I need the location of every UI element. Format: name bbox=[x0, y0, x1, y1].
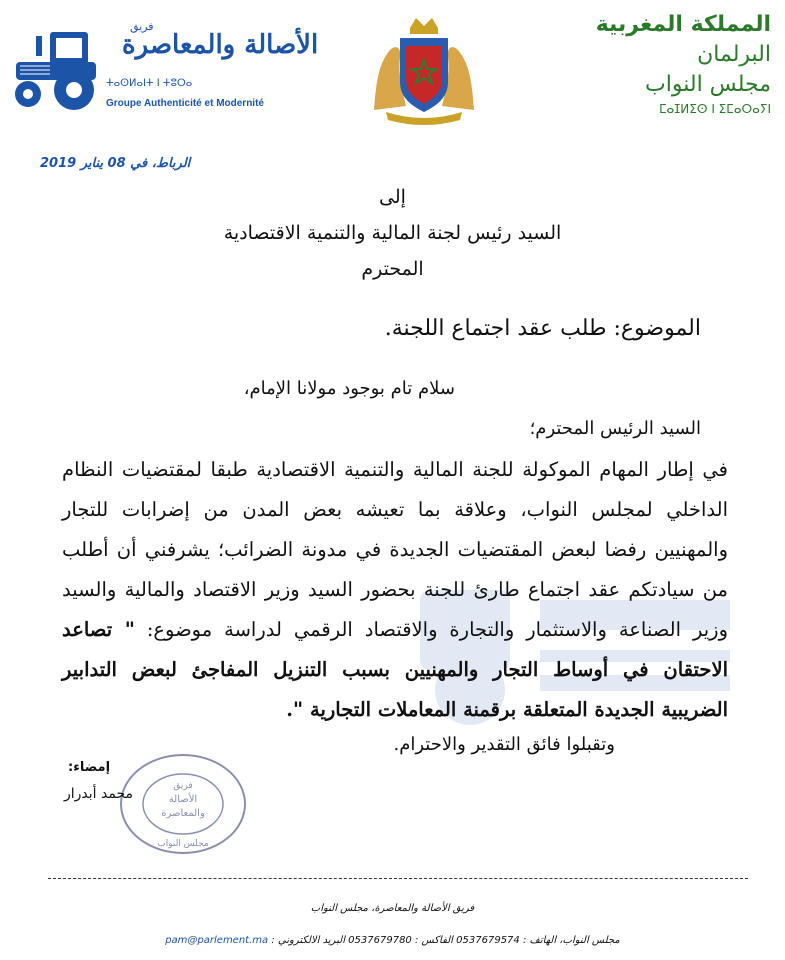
footer-org: فريق الأصالة والمعاصرة، مجلس النواب bbox=[310, 903, 475, 914]
stamp-line-4: مجلس النواب bbox=[157, 839, 209, 849]
letter-closing: وتقبلوا فائق التقدير والاحترام. bbox=[393, 734, 615, 755]
letter-body-text: في إطار المهام الموكولة للجنة المالية والتنمية الاقتصادية طبقا لمقتضيات النظام الداخلي لمجلس النواب، وعلاقة بما تعيشه بعض المدن من إضرابات للتجار والمهنيين رفضا لبعض المقتضيات الجديدة في مدونة الضرائب؛ يشرفني أن أطلب من سيادتكم عقد اجتماع طارئ للجنة بحضور السيد وزير الاقتصاد والمالية والسيد وزير الصناعة والاستثمار والتجارة والاقتصاد الرقمي لدراسة موضوع: bbox=[62, 458, 728, 641]
party-name-arabic: الأصالة والمعاصرة bbox=[122, 30, 319, 60]
footer-contact bbox=[0, 935, 785, 946]
party-team-label: فريق bbox=[130, 20, 154, 33]
kingdom-name: المملكة المغربية bbox=[595, 12, 771, 37]
letter-to: إلى bbox=[379, 186, 406, 208]
party-logo bbox=[10, 16, 319, 126]
letter-date: الرباط، في 08 يناير 2019 bbox=[40, 156, 191, 171]
letter-body-topic: " تصاعد الاحتقان في أوساط التجار والمهنيين بسبب التنزيل المفاجئ لبعض التدابير الضريبية الجديدة المتعلقة برقمنة المعاملات التجارية ". bbox=[62, 618, 728, 721]
party-name-french: Groupe Authenticité et Modernité bbox=[106, 98, 264, 109]
footer-contact-text: مجلس النواب، الهاتف : 0537679574 الفاكس : 0537679780 البريد الالكتروني : bbox=[271, 935, 620, 946]
tractor-icon bbox=[10, 24, 105, 114]
signature-label: إمضاء: bbox=[68, 760, 111, 775]
letter-greeting: سلام تام بوجود مولانا الإمام، bbox=[243, 378, 455, 399]
coat-of-arms-icon bbox=[368, 14, 480, 126]
parliament-header bbox=[571, 10, 771, 118]
parliament-name: البرلمان bbox=[697, 42, 771, 67]
house-name-tifinagh: ⵎⴰⵊⵍⵉⵙ ⵏ ⵉⵎⴰⵔⴰⵢⵏ bbox=[659, 102, 771, 116]
footer-divider bbox=[48, 878, 748, 879]
signature-name: محمد أبدرار bbox=[64, 786, 133, 802]
house-name: مجلس النواب bbox=[645, 72, 771, 97]
official-stamp bbox=[118, 752, 248, 857]
letter-honorific: المحترم bbox=[361, 258, 424, 280]
letter-recipient: السيد رئيس لجنة المالية والتنمية الاقتصادية bbox=[223, 222, 562, 244]
footer-email: pam@parlement.ma bbox=[165, 935, 269, 946]
letter-body bbox=[62, 450, 728, 730]
party-name-tifinagh: ⵜⴰⵙⵍⴰⵏⵜ ⵏ ⵜⵓⵔⴰ bbox=[106, 78, 193, 89]
stamp-line-3: والمعاصرة bbox=[161, 808, 205, 819]
letter-subject: الموضوع: طلب عقد اجتماع اللجنة. bbox=[384, 316, 701, 341]
stamp-line-1: فريق bbox=[173, 781, 193, 791]
stamp-line-2: الأصالة bbox=[168, 794, 198, 805]
letter-salutation: السيد الرئيس المحترم؛ bbox=[529, 418, 701, 439]
